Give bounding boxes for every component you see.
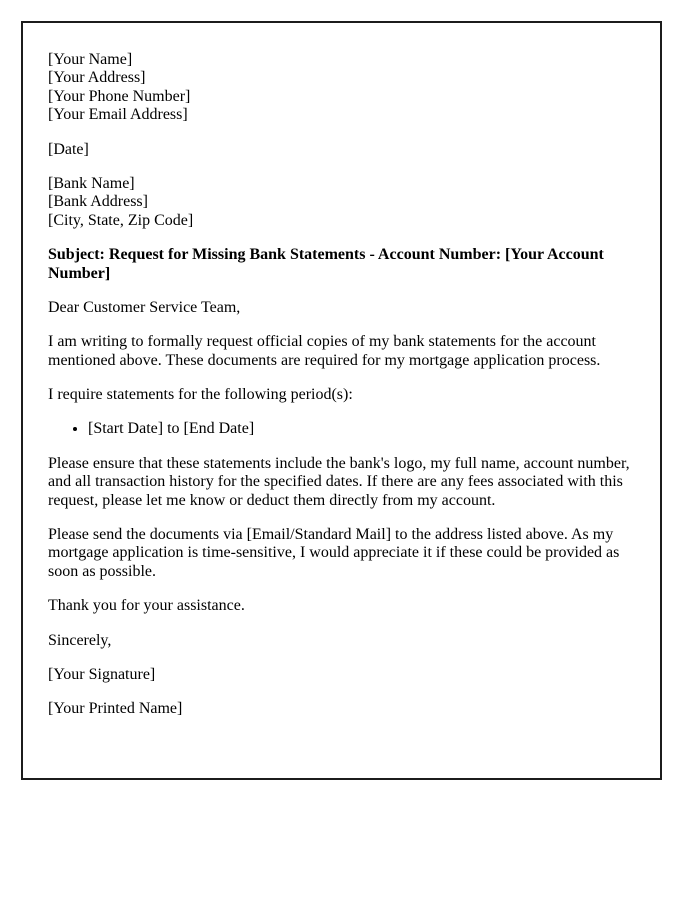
- paragraph-delivery: Please send the documents via [Email/Standard Mail] to the address listed above. As my mortgage application is time-sensitive, I would appreciate it if these could be provided as soon as possible.: [48, 526, 620, 580]
- paragraph-requirements: Please ensure that these statements include the bank's logo, my full name, account number, and all transaction history for the specified dates. If there are any fees associated with this request, please let me know or deduct them directly from my account.: [48, 454, 630, 509]
- printed-name-placeholder: [Your Printed Name]: [48, 700, 183, 718]
- letter-page: [21, 21, 662, 780]
- bank-city-state-zip: [City, State, Zip Code]: [48, 211, 194, 229]
- signature-placeholder: [Your Signature]: [48, 665, 156, 683]
- salutation: Dear Customer Service Team,: [48, 298, 241, 316]
- sender-name: [Your Name]: [48, 51, 133, 68]
- recipient-address-block: [48, 175, 635, 230]
- paragraph-periods-intro: I require statements for the following period(s):: [48, 386, 353, 404]
- sender-address: [Your Address]: [48, 69, 146, 87]
- sender-phone: [Your Phone Number]: [48, 87, 191, 105]
- closing: Sincerely,: [48, 631, 112, 649]
- bank-address: [Bank Address]: [48, 193, 148, 211]
- bank-name: [Bank Name]: [48, 174, 135, 192]
- letter-date: [Date]: [48, 140, 89, 158]
- sender-email: [Your Email Address]: [48, 106, 188, 124]
- period-list-item: • [Start Date] to [End Date]: [88, 420, 635, 438]
- period-list: [48, 420, 635, 438]
- subject-line: Subject: Request for Missing Bank Statements - Account Number: [Your Account Number]: [48, 246, 604, 282]
- sender-address-block: [48, 51, 635, 125]
- paragraph-thanks: Thank you for your assistance.: [48, 597, 245, 615]
- paragraph-intro: I am writing to formally request official copies of my bank statements for the account mentioned above. These documents are required for my mortgage application process.: [48, 333, 601, 369]
